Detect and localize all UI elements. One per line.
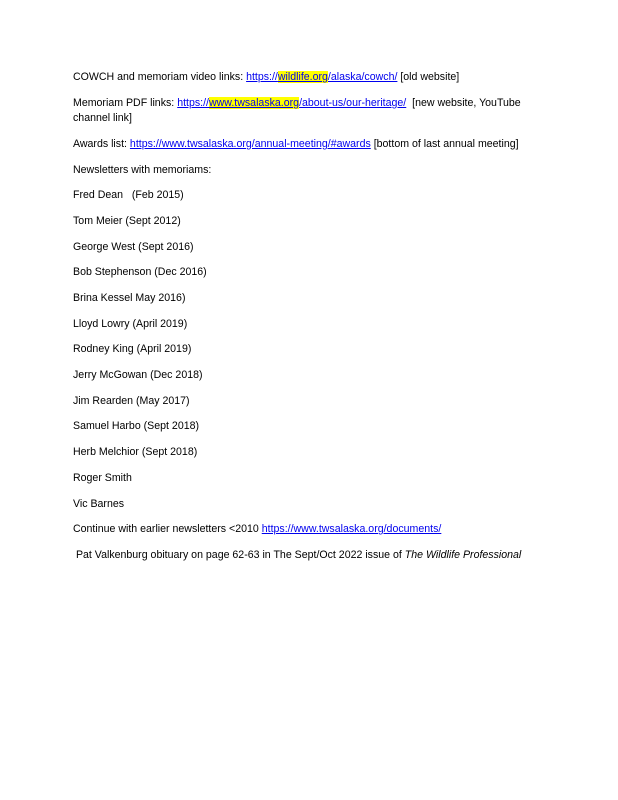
cowch-line (73, 70, 543, 86)
documents-link[interactable]: https://www.twsalaska.org/documents/ (261, 523, 442, 536)
cowch-suffix: [old website] (397, 71, 460, 83)
awards-line (73, 137, 543, 153)
memoriam-item: Jerry McGowan (Dec 2018) (73, 369, 203, 382)
memoriam-item: Vic Barnes (73, 497, 125, 510)
awards-suffix: [bottom of last annual meeting] (370, 137, 519, 150)
memoriam-item: Bob Stephenson (Dec 2016) (73, 266, 207, 279)
awards-prefix: Awards list: (73, 137, 130, 150)
cowch-link-part1: https:// (246, 71, 278, 83)
memoriam-item: Brina Kessel May 2016) (73, 292, 186, 304)
memoriam-item: Fred Dean (Feb 2015) (73, 189, 184, 202)
memoriam-pdf-suffix: [new website, YouTube channel link] (73, 96, 524, 125)
memoriam-pdf-link-part1: https:// (177, 96, 209, 109)
cowch-prefix: COWCH and memoriam video links: (73, 71, 247, 83)
continue-line (73, 522, 543, 538)
publication-title: The Wildlife Professional (404, 548, 522, 561)
newsletters-heading: Newsletters with memoriams: (73, 163, 212, 176)
document-body (73, 70, 543, 574)
memoriam-item: Rodney King (April 2019) (73, 343, 192, 356)
awards-link[interactable]: https://www.twsalaska.org/annual-meeting/#awards (129, 137, 371, 150)
memoriam-pdf-link-highlight: www.twsalaska.org (208, 96, 300, 109)
memoriam-pdf-line (73, 96, 543, 127)
pat-line (73, 548, 543, 564)
memoriam-pdf-prefix: Memoriam PDF links: (73, 96, 178, 109)
memoriam-item: George West (Sept 2016) (73, 240, 194, 253)
memoriam-item: Herb Melchior (Sept 2018) (73, 446, 198, 459)
memoriam-pdf-link[interactable] (177, 97, 406, 109)
cowch-link-part2: /alaska/cowch/ (327, 71, 398, 83)
memoriam-item: Lloyd Lowry (April 2019) (73, 317, 188, 330)
memoriam-pdf-link-part2: /about-us/our-heritage/ (299, 96, 407, 109)
memoriam-item: Tom Meier (Sept 2012) (73, 214, 181, 227)
memoriam-item: Roger Smith (73, 471, 132, 484)
cowch-link[interactable] (246, 71, 397, 83)
memoriam-item: Samuel Harbo (Sept 2018) (73, 420, 200, 433)
memoriam-item: Jim Rearden (May 2017) (73, 394, 190, 407)
continue-prefix: Continue with earlier newsletters <2010 (73, 523, 262, 536)
pat-prefix: Pat Valkenburg obituary on page 62-63 in The Sept/Oct 2022 issue of (73, 548, 405, 561)
cowch-link-highlight: wildlife.org (277, 71, 328, 83)
